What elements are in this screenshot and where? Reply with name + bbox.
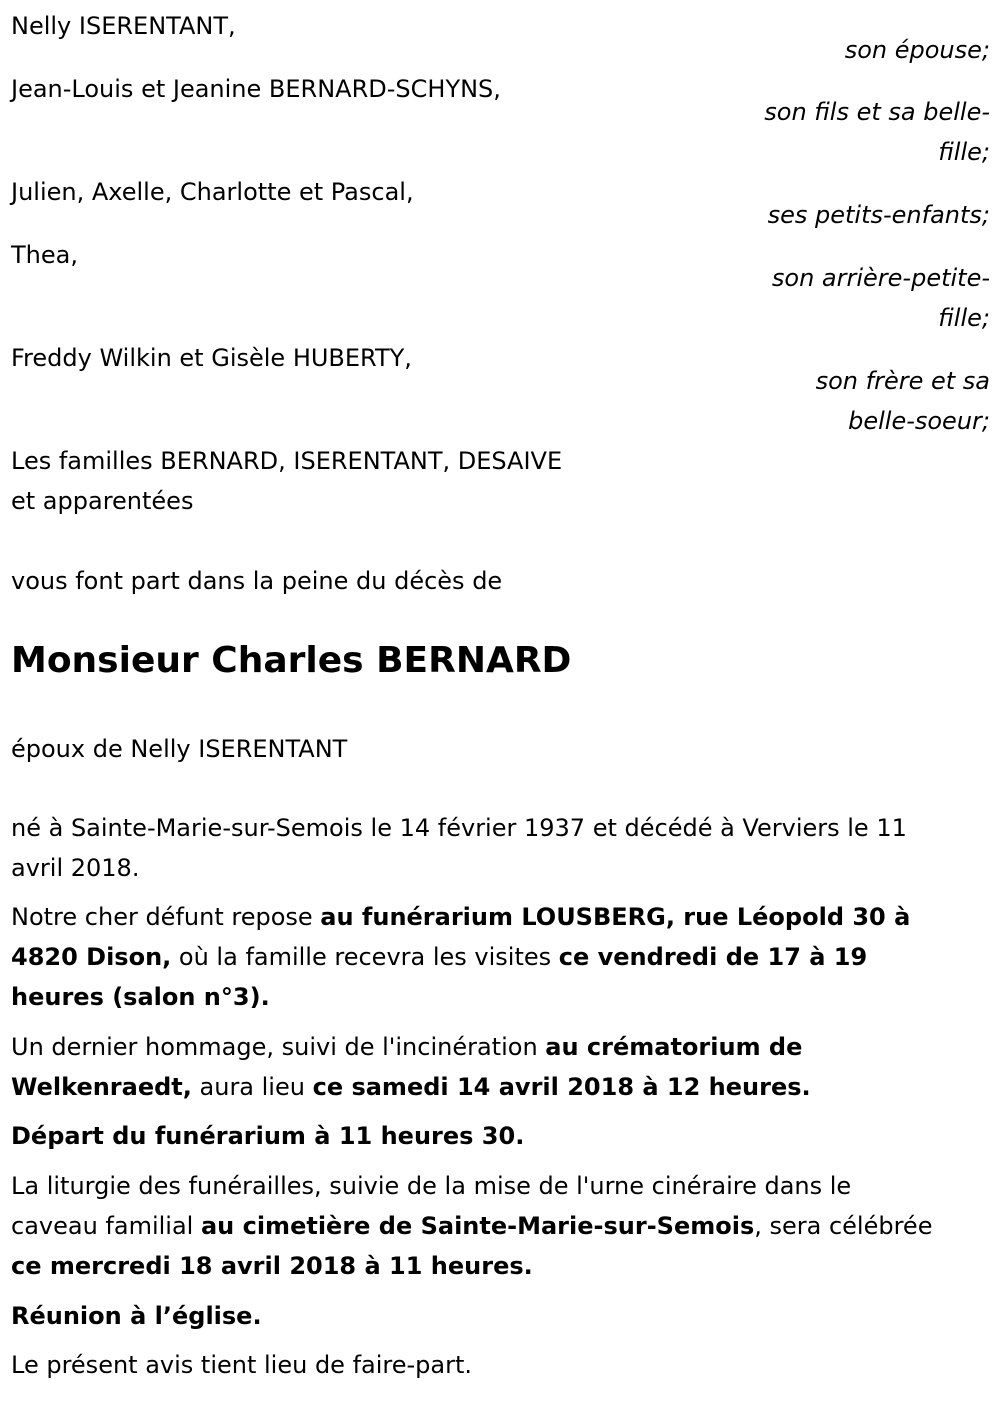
family-relation-2a: son fils et sa belle- xyxy=(764,98,990,126)
family-relation-4a: son arrière-petite- xyxy=(771,264,990,292)
families-line-2: et apparentées xyxy=(11,487,194,515)
birth-death-line-2: avril 2018. xyxy=(11,854,140,882)
hommage-bold-2: Welkenraedt, xyxy=(11,1073,192,1101)
liturgie-text-2: , sera célébrée xyxy=(754,1212,933,1240)
repose-text-2: où la famille recevra les visites xyxy=(171,943,559,971)
liturgie-bold-1: au cimetière de Sainte-Marie-sur-Semois xyxy=(200,1212,755,1240)
deceased-name: Monsieur Charles BERNARD xyxy=(11,640,572,681)
depart-bold: Départ du funérarium à 11 heures 30. xyxy=(11,1122,525,1150)
liturgie-line-1: La liturgie des funérailles, suivie de la mise de l'urne cinéraire dans le xyxy=(11,1172,852,1200)
reunion-text xyxy=(11,1296,991,1336)
hommage-bold-1: au crématorium de xyxy=(545,1033,803,1061)
repose-line-3 xyxy=(11,977,991,1017)
family-relation-4b: fille; xyxy=(938,304,990,332)
families-line-1: Les familles BERNARD, ISERENTANT, DESAIVE xyxy=(11,447,563,475)
announcement-text: vous font part dans la peine du décès de xyxy=(11,567,503,595)
repose-bold-4: heures (salon n°3). xyxy=(11,983,270,1011)
depart-text xyxy=(11,1116,991,1156)
repose-text-1: Notre cher défunt repose xyxy=(11,903,321,931)
hommage-line-2 xyxy=(11,1067,991,1107)
spouse-of-text: époux de Nelly ISERENTANT xyxy=(11,735,348,763)
family-name-2: Jean-Louis et Jeanine BERNARD-SCHYNS, xyxy=(11,75,501,103)
family-name-4: Thea, xyxy=(11,241,78,269)
birth-death-line-1: né à Sainte-Marie-sur-Semois le 14 février 1937 et décédé à Verviers le 11 xyxy=(11,814,907,842)
closing-text: Le présent avis tient lieu de faire-part. xyxy=(11,1351,473,1379)
repose-line-2 xyxy=(11,937,991,977)
reunion-bold: Réunion à l’église. xyxy=(11,1302,262,1330)
family-name-5: Freddy Wilkin et Gisèle HUBERTY, xyxy=(11,344,412,372)
liturgie-bold-2: ce mercredi 18 avril 2018 à 11 heures. xyxy=(11,1252,533,1280)
repose-bold-2: 4820 Dison, xyxy=(11,943,172,971)
hommage-bold-3: ce samedi 14 avril 2018 à 12 heures. xyxy=(312,1073,811,1101)
liturgie-line-3 xyxy=(11,1246,991,1286)
repose-bold-3: ce vendredi de 17 à 19 xyxy=(558,943,868,971)
hommage-text-1: Un dernier hommage, suivi de l'incinération xyxy=(11,1033,546,1061)
hommage-text-2: aura lieu xyxy=(191,1073,313,1101)
repose-line-1 xyxy=(11,897,991,937)
family-relation-5a: son frère et sa xyxy=(815,367,990,395)
family-relation-2b: fille; xyxy=(938,138,990,166)
family-relation-5b: belle-soeur; xyxy=(848,407,990,435)
family-relation-3: ses petits-enfants; xyxy=(767,201,990,229)
liturgie-line-2 xyxy=(11,1206,991,1246)
family-relation-1: son épouse; xyxy=(844,36,990,64)
family-name-1: Nelly ISERENTANT, xyxy=(11,12,236,40)
repose-bold-1: au funérarium LOUSBERG, rue Léopold 30 à xyxy=(320,903,911,931)
liturgie-text-1: caveau familial xyxy=(11,1212,201,1240)
family-name-3: Julien, Axelle, Charlotte et Pascal, xyxy=(11,178,414,206)
hommage-line-1 xyxy=(11,1027,991,1067)
